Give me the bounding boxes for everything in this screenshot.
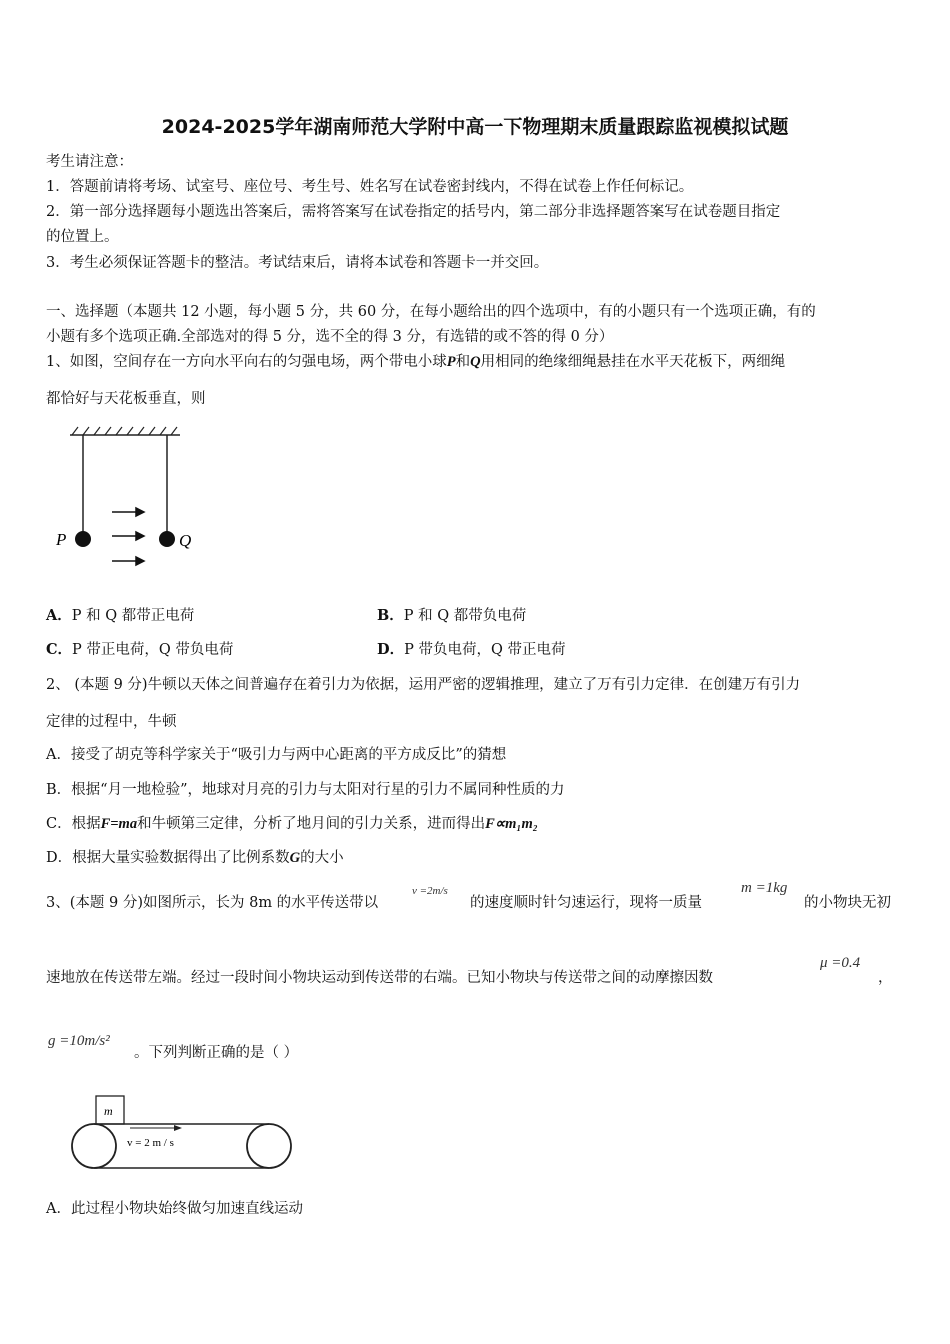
mass-expression: m =1kg xyxy=(741,880,788,896)
label-p: P xyxy=(56,530,67,549)
question-1-stem-cont: 都恰好与天花板垂直，则 xyxy=(46,391,206,407)
question-3-stem-b: 的速度顺时针匀速运行，现将一质量 xyxy=(470,895,702,911)
question-1-option-d[interactable]: D．P 带负电荷，Q 带正电荷 xyxy=(377,641,566,658)
ball-q xyxy=(159,531,175,547)
notice-item-1: 1．答题前请将考场、试室号、座位号、考生号、姓名写在试卷密封线内，不得在试卷上作任何标记。 xyxy=(46,179,694,195)
question-3-stem-line2: 速地放在传送带左端。经过一段时间小物块运动到传送带的右端。已知小物块与传送带之间的动摩擦因数 xyxy=(46,970,713,986)
question-3-option-a[interactable]: A．此过程小物块始终做匀加速直线运动 xyxy=(46,1201,303,1217)
velocity-expression: v =2m/s xyxy=(412,885,448,897)
section-header-cont: 小题有多个选项正确.全部选对的得 5 分，选不全的得 3 分，有选错的或不答的得 0 分） xyxy=(46,329,614,345)
left-pulley xyxy=(72,1124,116,1168)
question-2-stem-cont: 定律的过程中，牛顿 xyxy=(46,714,177,730)
notice-heading: 考生请注意： xyxy=(46,154,133,170)
question-3-stem: 3、(本题 9 分)如图所示，长为 8m 的水平传送带以 xyxy=(46,895,379,911)
question-2-option-a[interactable]: A．接受了胡克等科学家关于“吸引力与两中心距离的平方成反比”的猜想 xyxy=(46,747,507,763)
question-2-option-d[interactable]: D．根据大量实验数据得出了比例系数G的大小 xyxy=(46,850,344,866)
conveyor-figure xyxy=(68,1093,298,1173)
speed-label: v = 2 m / s xyxy=(127,1137,174,1149)
question-1-option-b[interactable]: B．P 和 Q 都带负电荷 xyxy=(377,607,527,624)
label-q: Q xyxy=(179,531,192,550)
question-2-option-b[interactable]: B．根据“月一地检验”，地球对月亮的引力与太阳对行星的引力不属同种性质的力 xyxy=(46,782,565,798)
question-2-stem: 2、 (本题 9 分)牛顿以天体之间普遍存在着引力为依据，运用严密的逻辑推理，建立了万有引力定律．在创建万有引力 xyxy=(46,677,801,693)
notice-item-2: 2．第一部分选择题每小题选出答案后，需将答案写在试卷指定的括号内，第二部分非选择题答案写在试卷题目指定 xyxy=(46,204,781,220)
question-1-option-c[interactable]: C．P 带正电荷，Q 带负电荷 xyxy=(46,641,234,658)
ball-p xyxy=(75,531,91,547)
friction-expression: μ =0.4 xyxy=(820,955,861,971)
question-3-stem-line3: 。下列判断正确的是（ ） xyxy=(134,1045,299,1061)
question-3-comma: ， xyxy=(878,970,893,986)
right-pulley xyxy=(247,1124,291,1168)
question-1-option-a[interactable]: A．P 和 Q 都带正电荷 xyxy=(46,607,195,624)
question-1-stem: 1、如图，空间存在一方向水平向右的匀强电场，两个带电小球P和Q用相同的绝缘细绳悬挂在水平天花板下，两细绳 xyxy=(46,354,786,370)
question-3-stem-c: 的小物块无初 xyxy=(804,895,891,911)
question-2-option-c[interactable]: C．根据F=ma和牛顿第三定律，分析了地月间的引力关系，进而得出F∝m₁m₂ xyxy=(46,816,538,832)
section-header: 一、选择题（本题共 12 小题，每小题 5 分，共 60 分，在每小题给出的四个选项中，有的小题只有一个选项正确，有的 xyxy=(46,304,816,320)
notice-item-2-cont: 的位置上。 xyxy=(46,229,119,245)
notice-item-3: 3．考生必须保证答题卡的整洁。考试结束后，请将本试卷和答题卡一并交回。 xyxy=(46,255,549,271)
block-label: m xyxy=(104,1104,113,1118)
gravity-expression: g =10m/s² xyxy=(48,1033,110,1049)
pendulum-figure xyxy=(50,425,210,575)
field-arrows-icon xyxy=(112,508,144,565)
page-title: 2024-2025学年湖南师范大学附中高一下物理期末质量跟踪监视模拟试题 xyxy=(161,116,789,138)
